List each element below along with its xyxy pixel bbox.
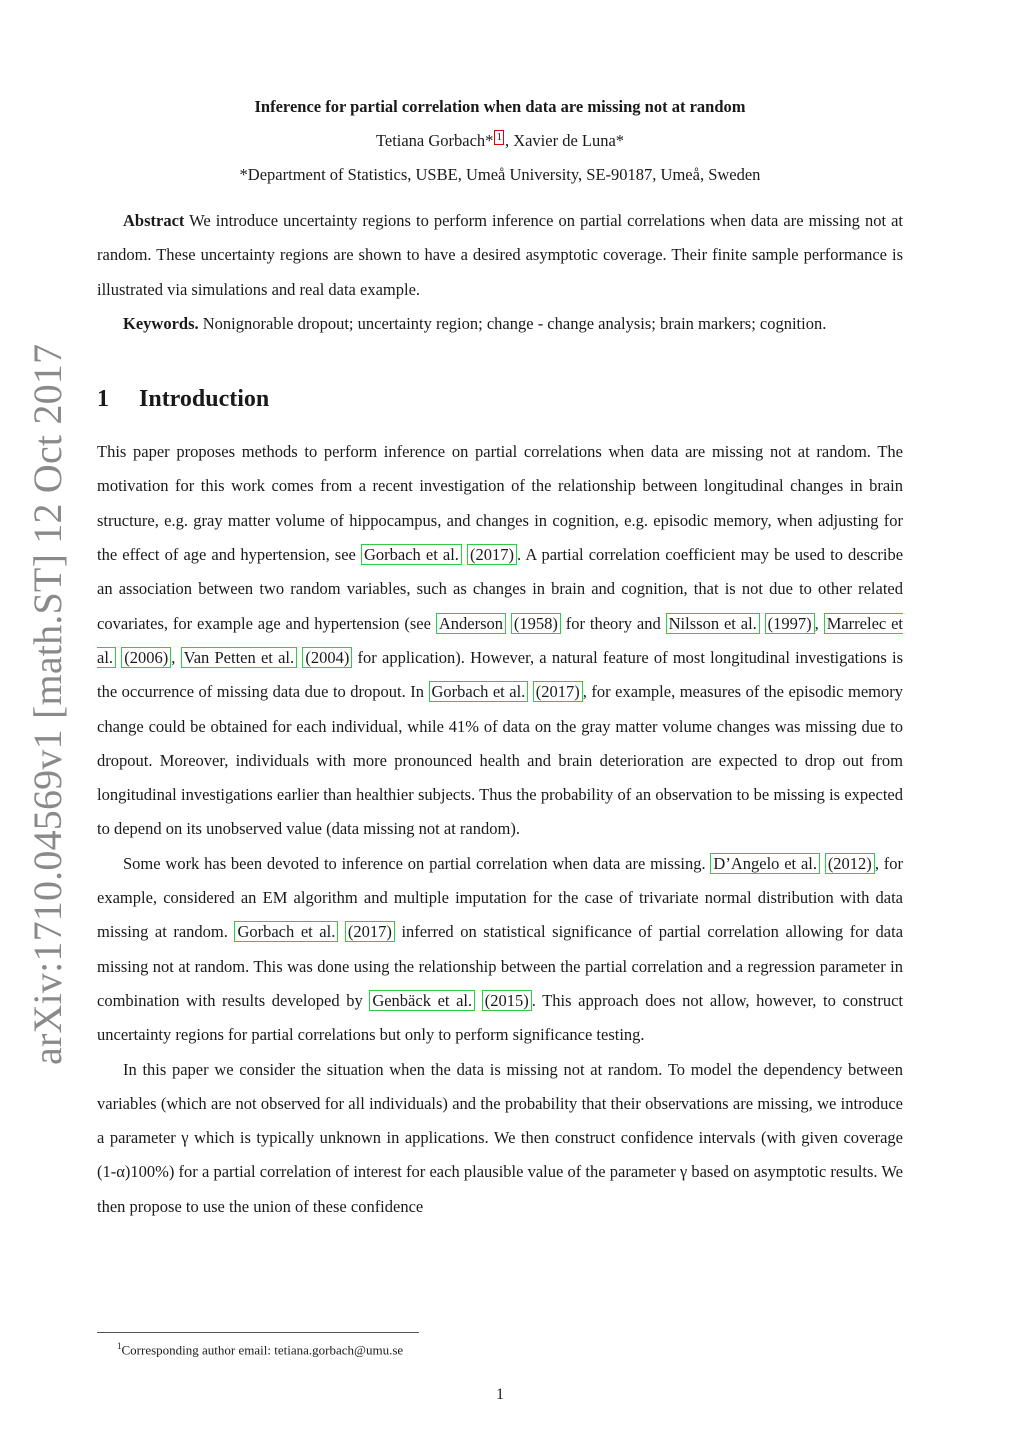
citation-link[interactable]: Marrelec et al. <box>97 613 904 667</box>
abstract <box>97 204 903 307</box>
citation-year-link[interactable]: (2004) <box>302 647 352 668</box>
intro-paragraph-2 <box>97 847 903 1053</box>
intro-paragraph-3: In this paper we consider the situation when the data is missing not at random. To model the dependency between variables (which are not observed for all individuals) and the probability that their observations are missing, we introduce a parameter γ which is typically unknown in applications. We then construct confidence intervals (with given coverage (1-α)100%) for a partial correlation of interest for each plausible value of the parameter γ based on asymptotic results. We then propose to use the union of these confidence <box>97 1059 903 1216</box>
intro-paragraph-1 <box>97 435 903 847</box>
section-number: 1 <box>97 386 109 413</box>
paragraph-text: Some work has been devoted to inference on partial correlation when data are missing. <box>123 853 711 873</box>
footnote-divider <box>97 1332 419 1333</box>
footnote <box>117 1336 403 1360</box>
paragraph-text: for theory and <box>560 613 666 633</box>
paper-title: Inference for partial correlation when data are missing not at random <box>254 97 746 116</box>
citation-link[interactable]: Gorbach et al. <box>234 921 338 942</box>
footnote-text: Corresponding author email: tetiana.gorbach@umu.se <box>121 1342 404 1358</box>
citation-year-link[interactable]: (2017) <box>533 681 583 702</box>
citation-link[interactable]: D’Angelo et al. <box>710 853 820 874</box>
paragraph-text: , for example, considered an EM algorithm and multiple imputation for the case of trivariate normal distribution with data missing at random. <box>97 853 903 942</box>
citation-year-link[interactable]: (1997) <box>765 613 815 634</box>
abstract-label: Abstract <box>123 211 185 230</box>
author-line <box>97 124 903 158</box>
main-content <box>97 90 903 1224</box>
footnote-link[interactable]: 1 <box>496 131 502 143</box>
paragraph-text: This paper proposes methods to perform inference on partial correlations when data are missing not at random. The motivation for this work comes from a recent investigation of the relationship between longitudinal changes in brain structure, e.g. gray matter volume of hippocampus, and changes in cognition, e.g. episodic memory, when adjusting for the effect of age and hypertension, see <box>97 442 903 565</box>
citation-link[interactable]: Anderson <box>436 613 506 634</box>
citation-year-link[interactable]: (2017) <box>467 544 517 565</box>
paragraph-text: , <box>814 613 824 633</box>
citation-link[interactable]: Van Petten et al. <box>181 647 298 668</box>
keywords-text: Nonignorable dropout; uncertainty region; change - change analysis; brain markers; cognition. <box>198 313 827 333</box>
citation-year-link[interactable]: (1958) <box>511 613 561 634</box>
abstract-text: We introduce uncertainty regions to perform inference on partial correlations when data are missing not at random. These uncertainty regions are shown to have a desired asymptotic coverage. Their finite sample performance is illustrated via simulations and real data example. <box>97 211 903 299</box>
citation-link[interactable]: Gorbach et al. <box>361 544 462 565</box>
section-title: Introduction <box>139 386 270 413</box>
paragraph-text: . This approach does not allow, however, to construct uncertainty regions for partial correlations but only to perform significance testing. <box>97 990 903 1045</box>
paragraph-text: , <box>171 647 181 667</box>
citation-year-link[interactable]: (2006) <box>121 647 171 668</box>
page-number: 1 <box>496 1386 504 1403</box>
author-rest: , Xavier de Luna* <box>504 131 625 150</box>
arxiv-identifier-stamp: arXiv:1710.04569v1 [math.ST] 12 Oct 2017 <box>25 343 70 1065</box>
author-first: Tetiana Gorbach* <box>375 131 494 150</box>
keywords <box>97 307 903 341</box>
citation-link[interactable]: Gorbach et al. <box>429 681 529 702</box>
citation-year-link[interactable]: (2015) <box>482 990 532 1011</box>
paragraph-text: inferred on statistical significance of partial correlation allowing for data missing not at random. This was done using the relationship between the partial correlation and a regression parameter in combination with results developed by <box>97 922 904 1010</box>
keywords-label: Keywords. <box>123 313 199 333</box>
section-heading-introduction <box>97 379 903 419</box>
affiliation: *Department of Statistics, USBE, Umeå University, SE-90187, Umeå, Sweden <box>239 165 761 184</box>
citation-year-link[interactable]: (2012) <box>825 853 875 874</box>
citation-year-link[interactable]: (2017) <box>345 921 395 942</box>
citation-link[interactable]: Genbäck et al. <box>369 990 475 1011</box>
paragraph-text: for application). However, a natural feature of most longitudinal investigations is the occurrence of missing data due to dropout. In <box>97 647 904 702</box>
footnote-mark: 1 <box>117 1341 122 1351</box>
paragraph-text: , for example, measures of the episodic memory change could be obtained for each individual, while 41% of data on the gray matter volume changes was missing due to dropout. Moreover, individuals with more pronounced health and brain deterioration are expected to drop out from longitudinal investigations earlier than healthier subjects. Thus the probability of an observation to be missing is expected to depend on its unobserved value (data missing not at random). <box>97 682 903 839</box>
paragraph-text: . A partial correlation coefficient may be used to describe an association between two random variables, such as changes in brain and cognition, that is not due to other related covariates, for example age and hypertension (see <box>97 545 904 633</box>
citation-link[interactable]: Nilsson et al. <box>666 613 760 634</box>
